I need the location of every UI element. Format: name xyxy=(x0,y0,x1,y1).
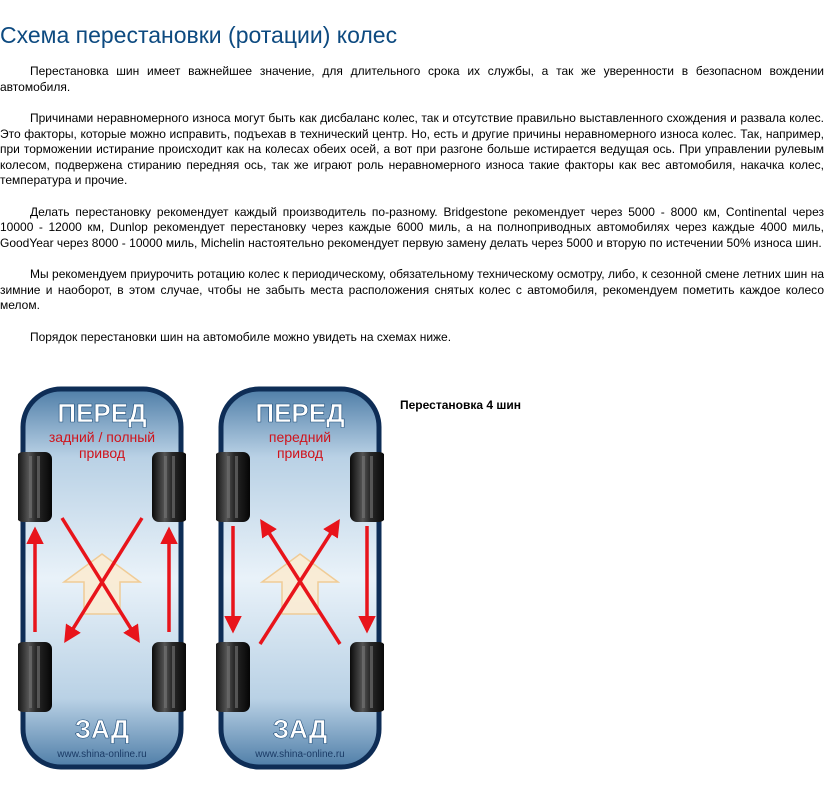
tire-front-left-icon xyxy=(18,452,52,522)
rotation-diagram-fwd xyxy=(216,386,384,772)
drive-type-line2: привод xyxy=(276,445,324,461)
diagram-caption: Перестановка 4 шин xyxy=(400,398,521,412)
tire-rear-right-icon xyxy=(152,642,186,712)
paragraph-causes: Причинами неравномерного износа могут быть как дисбаланс колес, так и отсутствие правильно выставленного схождения и развала колес. Это факторы, которые можно исправить, подъехав в технический центр. Но, есть и другие причины неравномерного износа колес. Так, например, при торможении истирание происходит как на колесах обеих осей, а вот при разгоне больше истирается ведущая ось. При управлении рулевым колесом, подвержена стиранию передняя ось, так же играют роль неравномерного износа такие факторы как вес автомобиля, накачка колес, температура и прочие. xyxy=(0,111,824,187)
drive-type-line1: передний xyxy=(268,429,332,445)
watermark-url: www.shina-online.ru xyxy=(57,749,147,760)
tire-front-right-icon xyxy=(152,452,186,522)
tire-rear-right-icon xyxy=(350,642,384,712)
front-label: ПЕРЕД xyxy=(57,398,147,428)
paragraph-recommendation: Мы рекомендуем приурочить ротацию колес к периодическому, обязательному техническому осмотру, либо, к сезонной смене летних шин на зимние и наоборот, в этом случае, чтобы не забыть места расположения снятых колес с автомобиля, рекомендуем пометить каждое колесо мелом. xyxy=(0,267,824,312)
rotation-diagram-rwd xyxy=(18,386,186,772)
tire-front-left-icon xyxy=(216,452,250,522)
paragraph-order: Порядок перестановки шин на автомобиле можно увидеть на схемах ниже. xyxy=(30,329,452,344)
page-title: Схема перестановки (ротации) колес xyxy=(0,22,398,48)
front-label: ПЕРЕД xyxy=(255,398,345,428)
article-body xyxy=(0,64,824,361)
drive-type-line2: привод xyxy=(78,445,126,461)
drive-type-line1: задний / полный xyxy=(48,429,156,445)
watermark-url: www.shina-online.ru xyxy=(255,749,345,760)
paragraph-intro: Перестановка шин имеет важнейшее значение, для длительного срока их службы, а так же уверенности в безопасном вождении автомобиля. xyxy=(0,64,824,94)
rear-label: ЗАД xyxy=(272,714,328,744)
paragraph-manufacturers: Делать перестановку рекомендует каждый производитель по-разному. Bridgestone рекомендует через 5000 - 8000 км, Continental через 10000 - 12000 км, Dunlop рекомендует перестановку через каждые 6000 миль, а на полноприводных автомобилях через каждые 4000 миль, GoodYear через 8000 - 10000 миль, Michelin настоятельно рекомендует первую замену делать через 5000 и вторую по истечении 50% износа шин. xyxy=(0,204,824,250)
tire-rear-left-icon xyxy=(216,642,250,712)
rear-label: ЗАД xyxy=(74,714,130,744)
tire-rear-left-icon xyxy=(18,642,52,712)
tire-front-right-icon xyxy=(350,452,384,522)
